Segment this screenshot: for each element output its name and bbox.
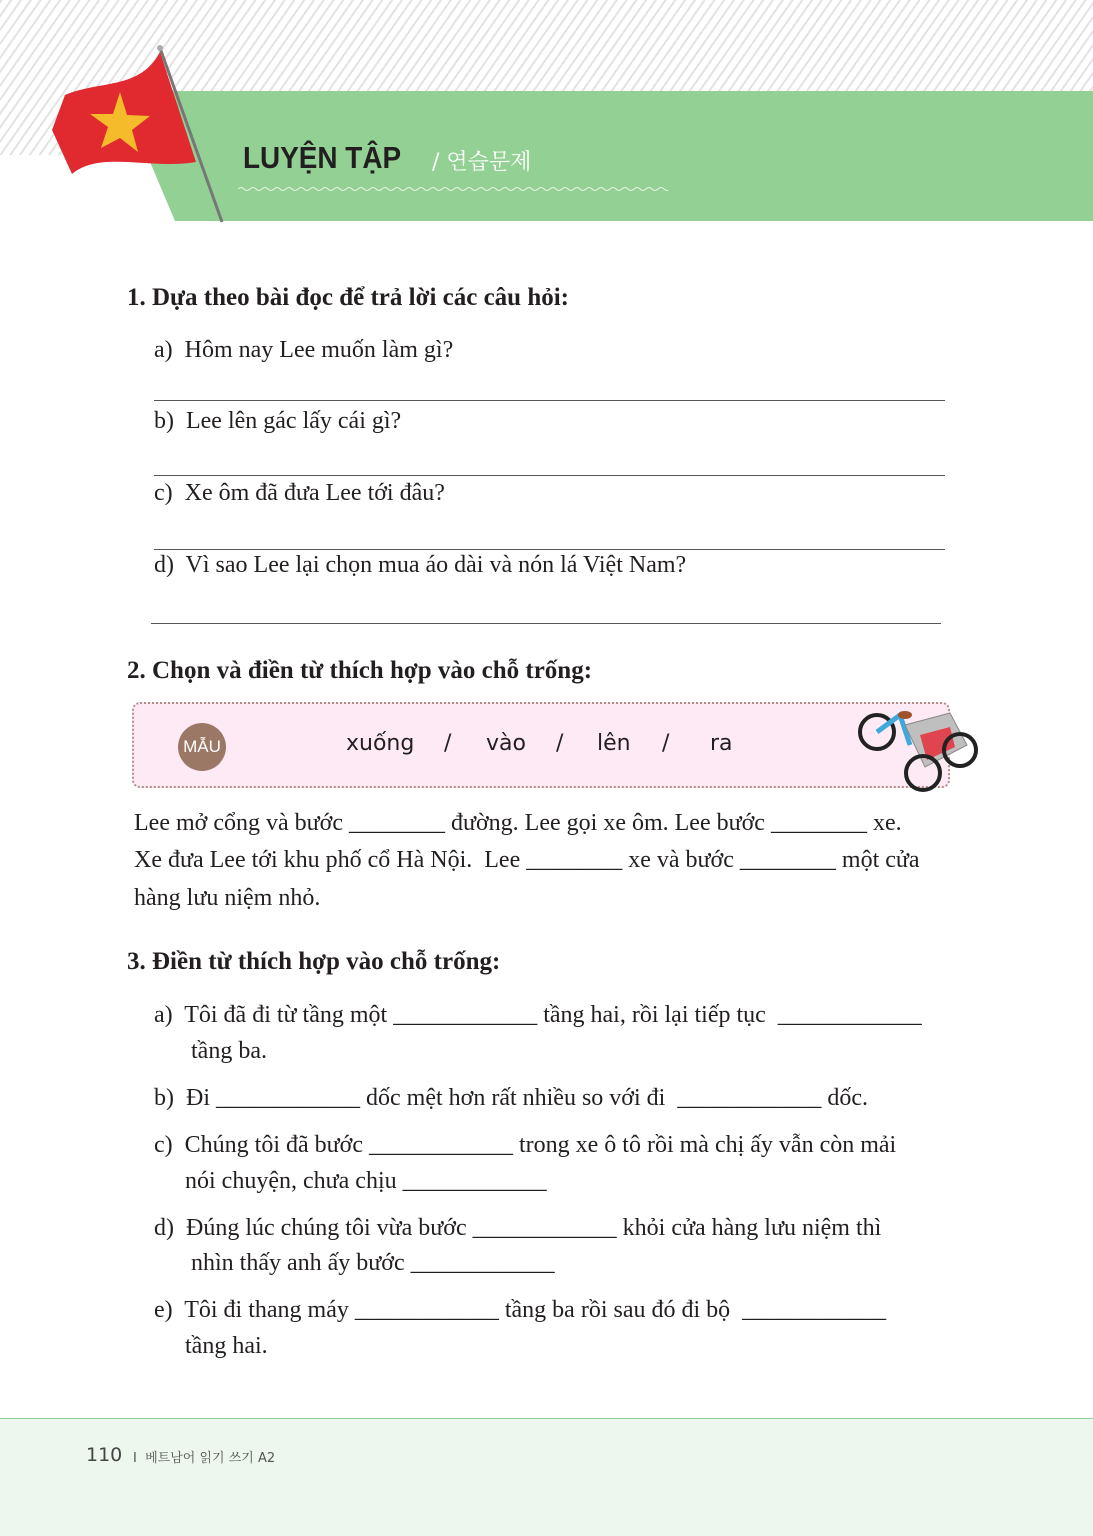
word-separator: / xyxy=(556,731,564,756)
answer-line[interactable] xyxy=(154,475,945,476)
page-subtitle: / 연습문제 xyxy=(432,150,532,175)
passage-line: Lee mở cổng và bước ________ đường. Lee gọi xe ôm. Lee bước ________ xe. xyxy=(134,810,902,836)
q3-item-a-cont: tầng ba. xyxy=(191,1038,267,1064)
q3-heading: 3. Điền từ thích hợp vào chỗ trống: xyxy=(127,948,501,975)
page-title: LUYỆN TẬP xyxy=(243,140,402,175)
passage-line: Xe đưa Lee tới khu phố cổ Hà Nội. Lee ________ xe và bước ________ một cửa xyxy=(134,847,920,873)
q1-heading: 1. Dựa theo bài đọc để trả lời các câu hỏi: xyxy=(127,284,570,311)
word-option: vào xyxy=(486,731,526,756)
word-separator: / xyxy=(444,731,452,756)
q1-item-c: c) Xe ôm đã đưa Lee tới đâu? xyxy=(154,480,445,506)
q1-item-d: d) Vì sao Lee lại chọn mua áo dài và nón lá Việt Nam? xyxy=(154,552,687,578)
page-number: 110 xyxy=(86,1444,123,1466)
word-bank-box xyxy=(132,702,950,788)
word-option: lên xyxy=(597,731,631,756)
q3-item-c-cont: nói chuyện, chưa chịu ____________ xyxy=(185,1168,547,1194)
q1-item-b: b) Lee lên gác lấy cái gì? xyxy=(154,408,402,434)
q3-item-c: c) Chúng tôi đã bước ____________ trong xe ô tô rồi mà chị ấy vẫn còn mải xyxy=(154,1132,897,1158)
answer-line[interactable] xyxy=(154,400,945,401)
q3-item-e: e) Tôi đi thang máy ____________ tầng ba rồi sau đó đi bộ ____________ xyxy=(154,1297,887,1323)
q2-heading: 2. Chọn và điền từ thích hợp vào chỗ trống: xyxy=(127,657,593,684)
cyclo-icon xyxy=(855,705,980,795)
q3-item-d: d) Đúng lúc chúng tôi vừa bước ____________ khỏi cửa hàng lưu niệm thì xyxy=(154,1215,882,1241)
footer xyxy=(0,1418,1093,1536)
vietnam-flag-icon xyxy=(40,40,230,230)
book-title: I 베트남어 읽기 쓰기 A2 xyxy=(133,1451,276,1466)
answer-line[interactable] xyxy=(151,623,941,624)
answer-line[interactable] xyxy=(154,549,945,550)
q3-item-e-cont: tầng hai. xyxy=(185,1333,268,1359)
q3-item-d-cont: nhìn thấy anh ấy bước ____________ xyxy=(191,1250,555,1276)
sample-badge: MẪU xyxy=(178,723,226,771)
q3-item-b: b) Đi ____________ dốc mệt hơn rất nhiều so với đi ____________ dốc. xyxy=(154,1085,868,1111)
word-separator: / xyxy=(662,731,670,756)
passage-line: hàng lưu niệm nhỏ. xyxy=(134,885,321,911)
wave-divider xyxy=(238,185,668,193)
q1-item-a: a) Hôm nay Lee muốn làm gì? xyxy=(154,337,454,363)
q3-item-a: a) Tôi đã đi từ tầng một ____________ tầng hai, rồi lại tiếp tục ____________ xyxy=(154,1002,922,1028)
word-option: xuống xyxy=(346,731,415,756)
word-option: ra xyxy=(710,731,733,756)
